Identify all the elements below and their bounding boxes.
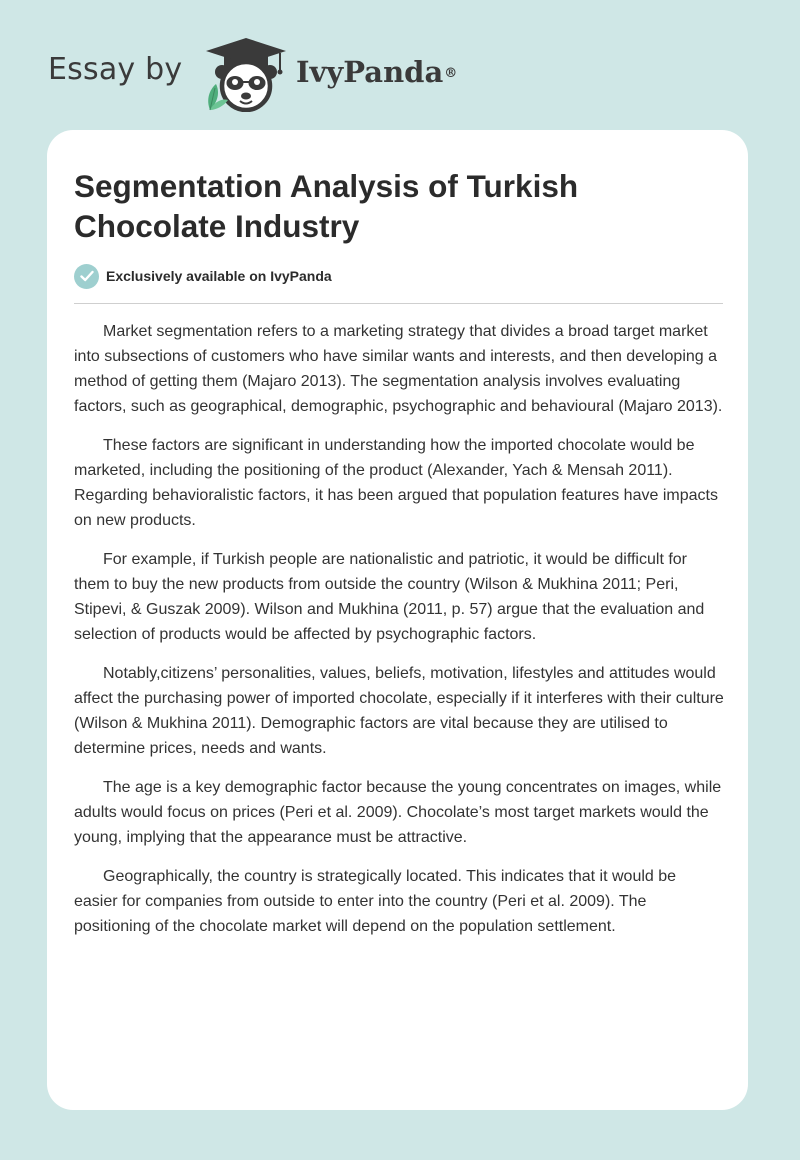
exclusive-badge-label: Exclusively available on IvyPanda xyxy=(106,268,332,284)
paragraph: These factors are significant in understanding how the imported chocolate would be marketed, including the positioning of the product (Alexander, Yach & Mensah 2011). Regarding behavioralistic factors, it has been argued that population features have impacts on new products. xyxy=(74,437,718,529)
paragraph: Notably,citizens’ personalities, values, beliefs, motivation, lifestyles and attitudes would affect the purchasing power of imported chocolate, especially if it interferes with their culture (Wilson & Mukhina 2011). Demographic factors are vital because they are utilised to determine prices, needs and wants. xyxy=(74,665,724,757)
paragraph: Market segmentation refers to a marketing strategy that divides a broad target market into subsections of customers who have similar wants and interests, and then developing a method of getting them (Majaro 2013). The segmentation analysis involves evaluating factors, such as geographical, demographic, psychographic and behavioural (Majaro 2013). xyxy=(74,323,723,415)
page-title: Segmentation Analysis of Turkish Chocolate Industry xyxy=(74,168,579,244)
brand-name-text: IvyPanda xyxy=(296,55,444,89)
paragraph: The age is a key demographic factor because the young concentrates on images, while adults would focus on prices (Peri et al. 2009). Chocolate’s most target markets would the young, implying that the appearance must be attractive. xyxy=(74,779,722,846)
registered-mark: ® xyxy=(444,66,458,81)
paragraph: Geographically, the country is strategically located. This indicates that it would be easier for companies from outside to enter into the country (Peri et al. 2009). The positioning of the chocolate market will depend on the population settlement. xyxy=(74,868,677,935)
site-header xyxy=(0,0,800,130)
divider xyxy=(74,303,723,304)
panda-graduate-icon[interactable] xyxy=(200,36,292,112)
essay-by-label: Essay by xyxy=(48,52,183,87)
essay-body xyxy=(74,319,724,953)
brand-name[interactable] xyxy=(296,52,457,92)
essay-card xyxy=(47,130,748,1110)
paragraph: For example, if Turkish people are nationalistic and patriotic, it would be difficult for them to buy the new products from outside the country (Wilson & Mukhina 2011; Peri, Stipevi, & Guszak 2009). Wilson and Mukhina (2011, p. 57) argue that the evaluation and selection of products would be affected by psychographic factors. xyxy=(74,551,705,643)
check-icon xyxy=(74,264,99,289)
exclusive-badge xyxy=(74,263,332,289)
